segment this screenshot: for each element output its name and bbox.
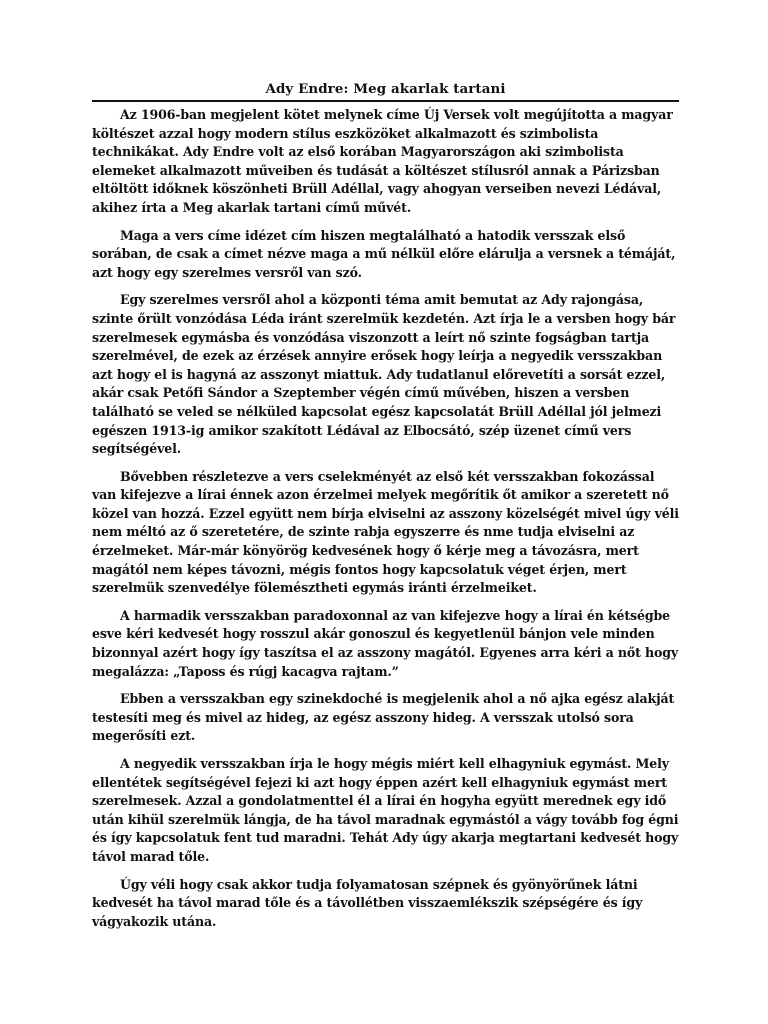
document-title: Ady Endre: Meg akarlak tartani <box>265 81 506 97</box>
paragraph: Ebben a versszakban egy szinekdoché is megjelenik ahol a nő ajka egész alakját testesíti meg és mivel az hideg, az egész asszony hideg. A versszak utolsó sora megerősíti ezt. <box>92 691 675 744</box>
paragraph: Maga a vers címe idézet cím hiszen megtalálható a hatodik versszak első sorában, de csak a címet nézve maga a mű nélkül előre elárulja a versnek a témáját, azt hogy egy szerelmes versről van szó. <box>92 227 676 280</box>
paragraph: A negyedik versszakban írja le hogy mégis miért kell elhagyniuk egymást. Mely ellentétek segítségével fejezi ki azt hogy éppen azért kell elhagyniuk egymást mert szerelmesek. Azzal a gondolatmenttel él a lírai én hogyha együtt merednek egy idő után kihül szerelmük lángja, de ha távol maradnak egymástól a vágy tovább fog égni és így kapcsolatuk fent tud maradni. Tehát Ady úgy akarja megtartani kedvesét hogy távol marad tőle. <box>92 756 679 864</box>
document-page <box>92 80 679 940</box>
paragraph: A harmadik versszakban paradoxonnal az van kifejezve hogy a lírai én kétségbe esve kéri kedvesét hogy rosszul akár gonoszul és kegyetlenül bánjon vele minden bizonnyal azért hogy így taszítsa el az asszony magától. Egyenes arra kéri a nőt hogy megalázza: „Taposs és rúgj kacagva rajtam.” <box>92 607 679 679</box>
paragraph: Egy szerelmes versről ahol a központi téma amit bemutat az Ady rajongása, szinte őrült vonzódása Léda iránt szerelmük kezdetén. Azt írja le a versben hogy bár szerelmesek egymásba és vonzódása viszonzott a leírt nő szinte fogságban tartja szerelmével, de ezek az érzések annyire erősek hogy leírja a negyedik versszakban azt hogy el is hagyná az asszonyt miattuk. Ady tudatlanul előrevetíti a sorsát ezzel, akár csak Petőfi Sándor a Szeptember végén című művében, hiszen a versben található se veled se nélküled kapcsolat egész kapcsolatát Brüll Adéllal jól jelmezi egészen 1913-ig amikor szakított Lédával az Elbocsátó, szép üzenet című vers segítségével. <box>92 292 676 457</box>
title-underline <box>92 100 679 102</box>
paragraph: Úgy véli hogy csak akkor tudja folyamatosan szépnek és gyönyörűnek látni kedvesét ha távol marad tőle és a távollétben visszaemlékszik szépségére és így vágyakozik utána. <box>92 876 643 929</box>
paragraph: Bővebben részletezve a vers cselekményét az első két versszakban fokozással van kifejezve a lírai énnek azon érzelmei melyek megőrítik őt amikor a szeretett nő közel van hozzá. Ezzel együtt nem bírja elviselni az asszony közelségét mivel úgy véli nem méltó az ő szeretetére, de szinte rabja egyszerre és nme tudja elviselni az érzelmeket. Már-már könyörög kedvesének hogy ő kérje meg a távozásra, mert magától nem képes távozni, mégis fontos hogy kapcsolatuk véget érjen, mert szerelmük szenvedélye fölemésztheti egymás iránti érzelmeiket. <box>92 468 679 596</box>
paragraph: Az 1906-ban megjelent kötet melynek címe Új Versek volt megújította a magyar költészet azzal hogy modern stílus eszközöket alkalmazott és szimbolista technikákat. Ady Endre volt az első korában Magyarországon aki szimbolista elemeket alkalmazott műveiben és tudását a költészet stílusról annak a Párizsban eltöltött időknek köszönheti Brüll Adéllal, vagy ahogyan verseiben nevezi Lédával, akihez írta a Meg akarlak tartani című művét. <box>92 107 673 215</box>
